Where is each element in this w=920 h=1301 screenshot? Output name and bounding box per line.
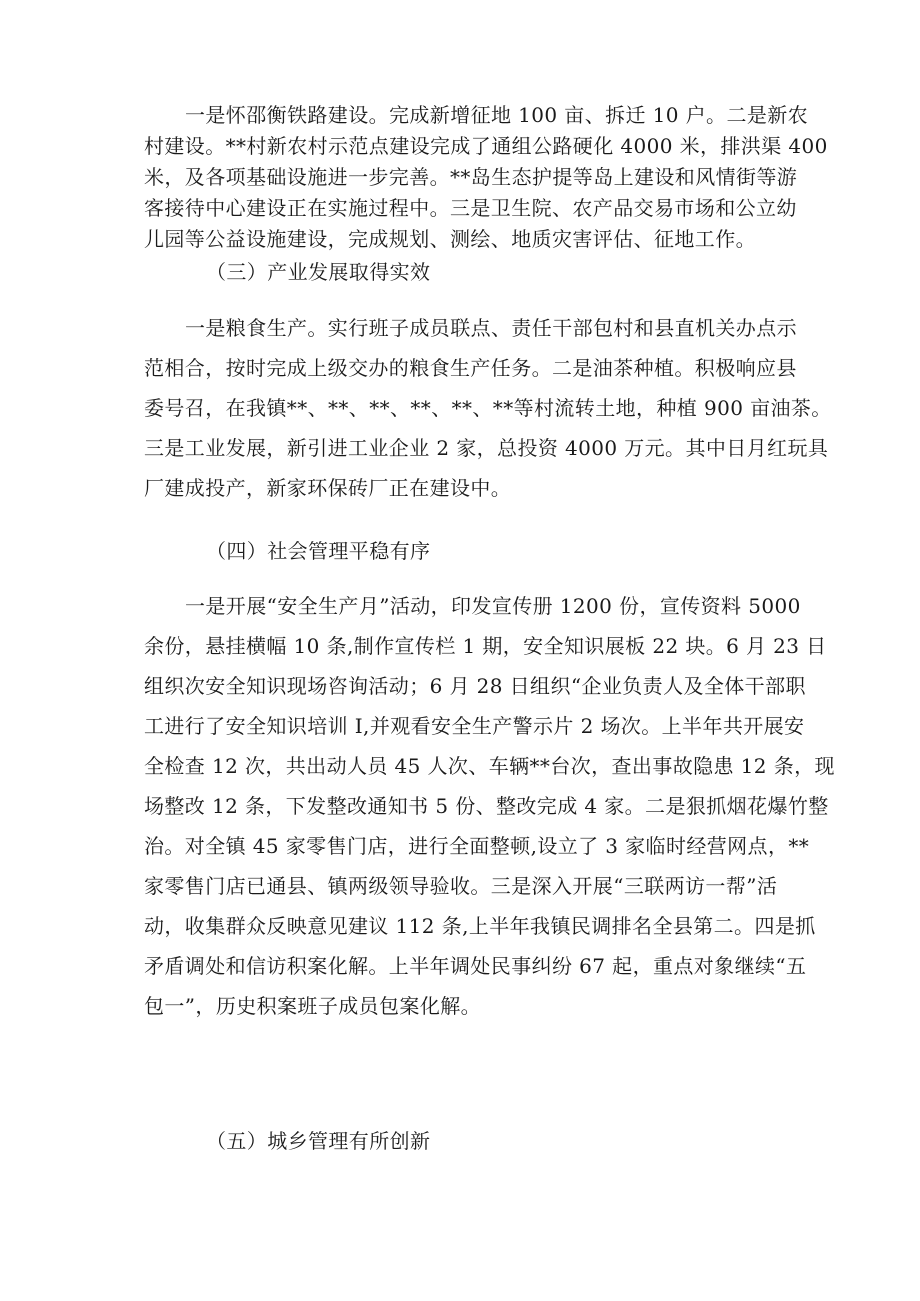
text-line: 工进行了安全知识培训 I,并观看安全生产警示片 2 场次。上半年共开展安 — [144, 714, 805, 738]
paragraph-industry-development — [144, 308, 832, 508]
text-line: 一是怀邵衡铁路建设。完成新增征地 100 亩、拆迁 10 户。二是新农 — [185, 103, 809, 127]
text-line: 三是工业发展，新引进工业企业 2 家，总投资 4000 万元。其中日月红玩具 — [144, 436, 829, 460]
section-heading-urban-rural: （五）城乡管理有所创新 — [206, 1129, 431, 1153]
text-line: 一是粮食生产。实行班子成员联点、责任干部包村和县直机关办点示 — [185, 316, 797, 340]
text-line: 村建设。**村新农村示范点建设完成了通组公路硬化 4000 米，排洪渠 400 — [144, 134, 828, 158]
paragraph-railway-construction — [144, 100, 828, 255]
text-line: 动，收集群众反映意见建议 112 条,上半年我镇民调排名全县第二。四是抓 — [144, 914, 816, 938]
text-line: 客接待中心建设正在实施过程中。三是卫生院、农产品交易市场和公立幼 — [144, 196, 797, 220]
text-line: 家零售门店已通县、镇两级领导验收。三是深入开展“三联两访一帮”活 — [144, 874, 778, 898]
text-line: 委号召，在我镇**、**、**、**、**、**等村流转土地，种植 900 亩油茶。 — [144, 396, 832, 420]
text-line: 全检查 12 次，共出动人员 45 人次、车辆**台次，查出事故隐患 12 条，现 — [144, 754, 835, 778]
text-line: 场整改 12 条，下发整改通知书 5 份、整改完成 4 家。二是狠抓烟花爆竹整 — [144, 794, 829, 818]
text-line: 组织次安全知识现场咨询活动；6 月 28 日组织“企业负责人及全体干部职 — [144, 674, 806, 698]
text-line: 包一”，历史积案班子成员包案化解。 — [144, 994, 482, 1018]
text-line: 一是开展“安全生产月”活动，印发宣传册 1200 份，宣传资料 5000 — [185, 594, 801, 618]
text-line: 米，及各项基础设施进一步完善。**岛生态护提等岛上建设和风情街等游 — [144, 165, 798, 189]
paragraph-social-management — [144, 586, 835, 1026]
section-heading-industry: （三）产业发展取得实效 — [206, 260, 431, 284]
text-line: 范相合，按时完成上级交办的粮食生产任务。二是油茶种植。积极响应县 — [144, 356, 797, 380]
text-line: 厂建成投产，新家环保砖厂正在建设中。 — [144, 476, 512, 500]
text-line: 治。对全镇 45 家零售门店，进行全面整顿,设立了 3 家临时经营网点，** — [144, 834, 810, 858]
text-line: 余份，悬挂横幅 10 条,制作宣传栏 1 期，安全知识展板 22 块。6 月 23 日 — [144, 634, 827, 658]
text-line: 儿园等公益设施建设，完成规划、测绘、地质灾害评估、征地工作。 — [144, 227, 756, 251]
section-heading-social-management: （四）社会管理平稳有序 — [206, 539, 431, 563]
text-line: 矛盾调处和信访积案化解。上半年调处民事纠纷 67 起，重点对象继续“五 — [144, 954, 807, 978]
